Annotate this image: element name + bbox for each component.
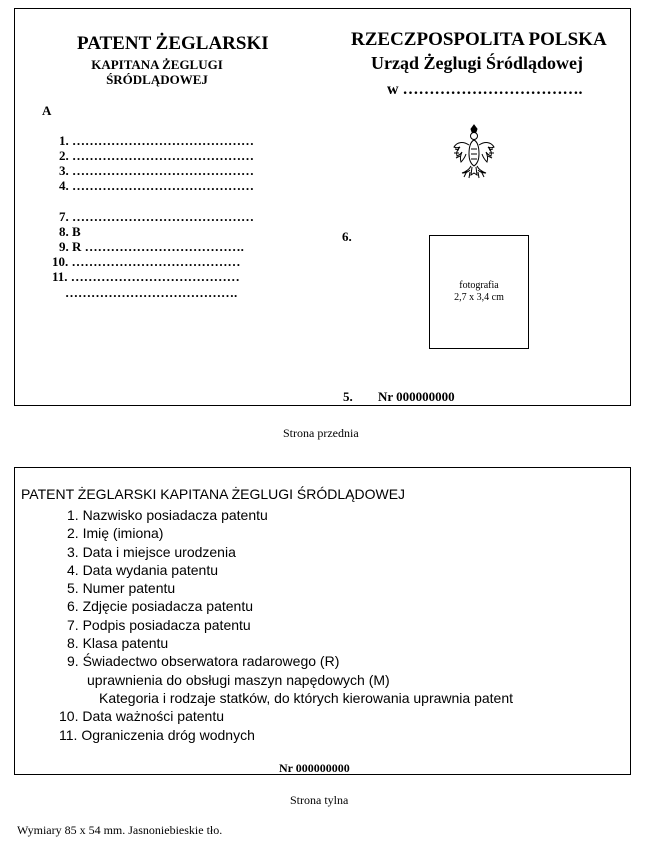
- back-title: PATENT ŻEGLARSKI KAPITANA ŻEGLUGI ŚRÓDLĄDOWEJ: [21, 486, 406, 502]
- footnote: Wymiary 85 x 54 mm. Jasnoniebieskie tło.: [17, 823, 223, 837]
- list-item: 7. Podpis posiadacza patentu: [67, 616, 251, 633]
- field-4: 4. ……………………………………: [59, 178, 254, 193]
- list-item-continuation: uprawnienia do obsługi maszyn napędowych (M): [87, 671, 390, 688]
- field-1: 1. ……………………………………: [59, 133, 254, 148]
- left-subtitle-1: KAPITANA ŻEGLUGI: [91, 57, 223, 72]
- list-item: 4. Data wydania patentu: [67, 561, 218, 578]
- list-item: 10. Data ważności patentu: [59, 708, 224, 725]
- list-item: 2. Imię (imiona): [67, 525, 164, 542]
- field-11: 11. …………………………………: [52, 269, 240, 284]
- right-subtitle: Urząd Żeglugi Śródlądowej: [371, 53, 584, 73]
- back-card: [14, 467, 631, 775]
- list-item: 3. Data i miejsce urodzenia: [67, 543, 236, 560]
- letter-a: A: [42, 103, 52, 118]
- field-3: 3. ……………………………………: [59, 163, 254, 178]
- patent-number-front: Nr 000000000: [378, 389, 455, 404]
- caption-front: Strona przednia: [283, 426, 359, 440]
- label-5: 5.: [343, 389, 353, 404]
- list-item: 6. Zdjęcie posiadacza patentu: [67, 598, 254, 615]
- right-title: RZECZPOSPOLITA POLSKA: [351, 29, 607, 50]
- field-7: 7. ……………………………………: [59, 209, 254, 224]
- field-11-continuation: ………………………………….: [65, 285, 238, 300]
- patent-number-back: Nr 000000000: [279, 761, 350, 775]
- list-item: 5. Numer patentu: [67, 580, 176, 597]
- photo-placeholder: [429, 235, 529, 349]
- list-item: 9. Świadectwo obserwatora radarowego (R): [67, 653, 340, 670]
- list-item: 11. Ograniczenia dróg wodnych: [59, 726, 255, 743]
- left-title: PATENT ŻEGLARSKI: [77, 33, 269, 54]
- right-location-line: w …………………………….: [387, 81, 583, 98]
- photo-dimensions: 2,7 x 3,4 cm: [454, 292, 504, 303]
- back-item-list: [59, 506, 514, 744]
- left-subtitle-2: ŚRÓDLĄDOWEJ: [106, 72, 208, 87]
- caption-back: Strona tylna: [290, 793, 349, 807]
- eagle-emblem-icon: [451, 123, 497, 183]
- field-2: 2. ……………………………………: [59, 148, 254, 163]
- list-item: 1. Nazwisko posiadacza patentu: [67, 507, 268, 523]
- field-10: 10. …………………………………: [52, 254, 241, 269]
- photo-label: fotografia: [459, 280, 499, 291]
- label-6: 6.: [342, 229, 352, 244]
- list-item: 8. Klasa patentu: [67, 635, 169, 652]
- list-item-continuation: Kategoria i rodzaje statków, do których kierowania uprawnia patent: [99, 689, 514, 706]
- front-card: [14, 8, 631, 406]
- field-9: 9. R ……………………………….: [59, 239, 244, 254]
- field-8: 8. B: [59, 224, 81, 239]
